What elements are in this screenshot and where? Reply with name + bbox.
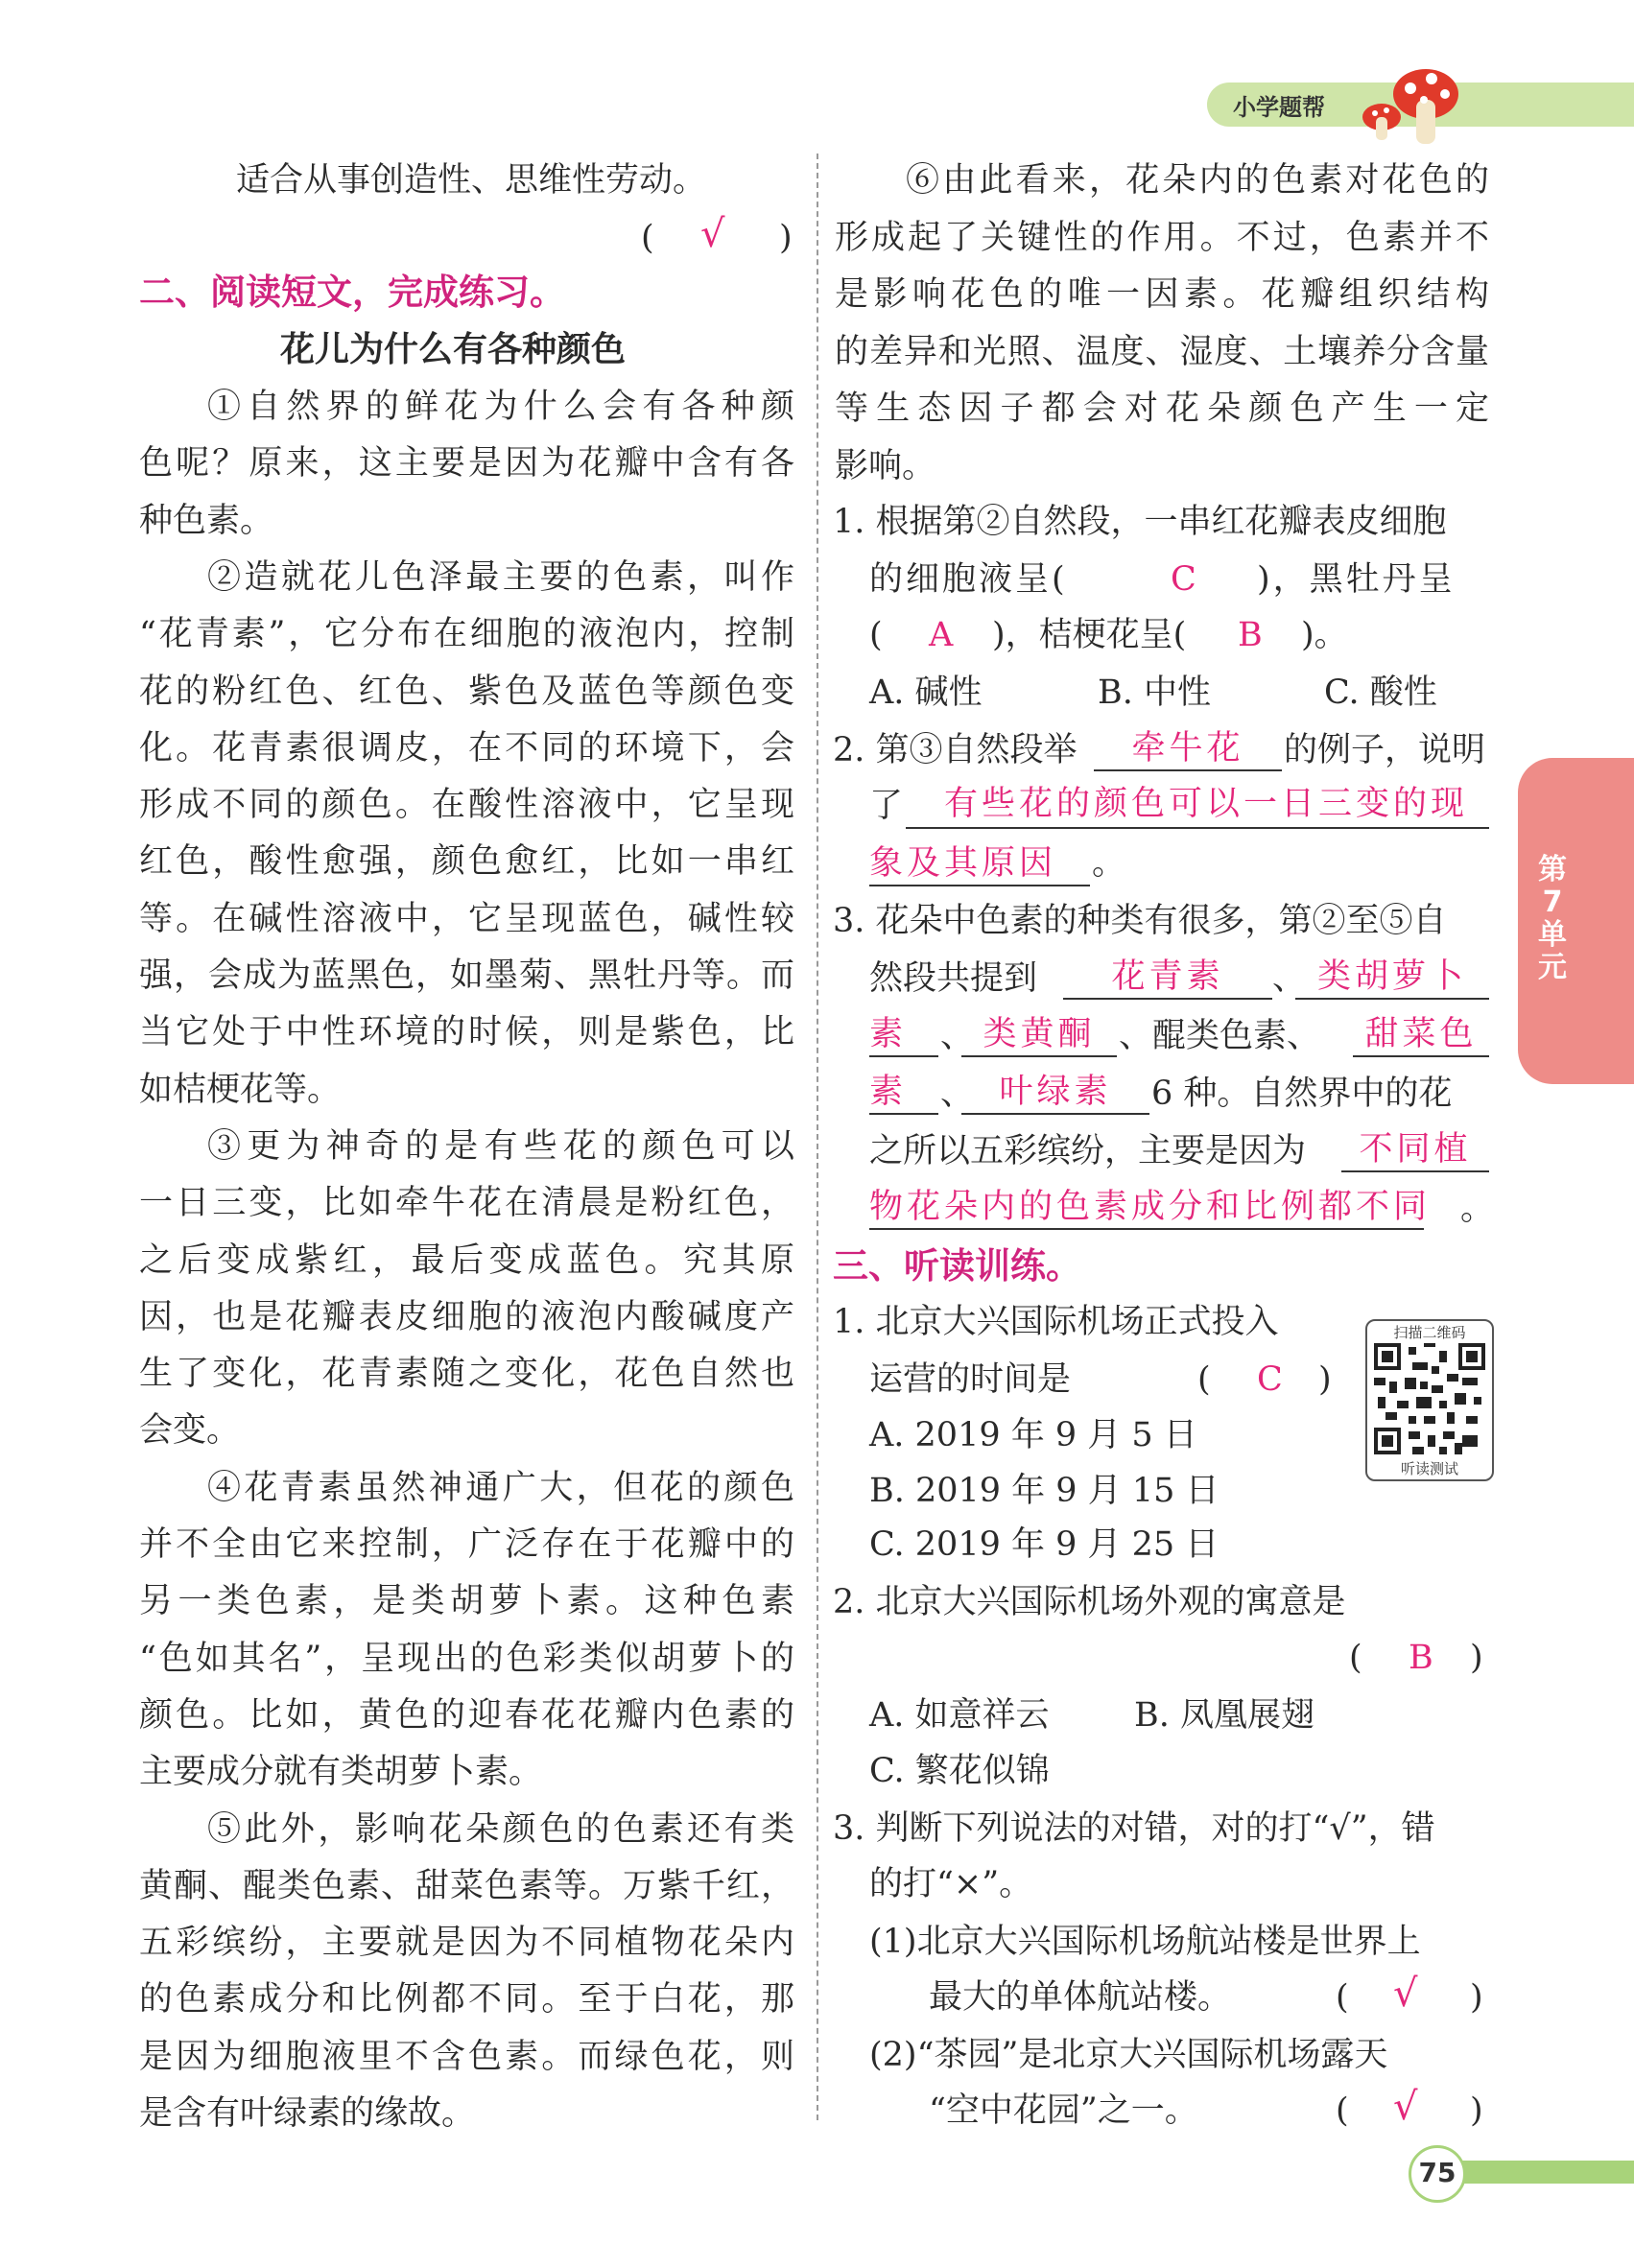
l2-open: (	[1349, 1639, 1362, 1677]
q3-answer-3: 类黄酮	[983, 1015, 1096, 1053]
q3-line6a: 之所以五彩缤纷，主要是因为	[869, 1132, 1307, 1170]
article-line: 黄酮、醌类色素、甜菜色素等。万紫千红，	[139, 1866, 794, 1905]
l3-s1b: 最大的单体航站楼。	[929, 1978, 1232, 2017]
article-line: 生了变化，花青素随之变化，花色自然也	[139, 1355, 794, 1394]
l3-s2-open: (	[1336, 2091, 1349, 2130]
q3-underline-3	[961, 1055, 1117, 1057]
l3-s2-close: )	[1470, 2091, 1483, 2130]
q3-answer-6b: 物花朵内的色素成分和比例都不同	[869, 1188, 1432, 1226]
unit-tab-label: 第7单元	[1538, 853, 1567, 984]
q3-end: 。	[1460, 1190, 1495, 1228]
carry-close: )	[779, 219, 793, 257]
paragraph-6-line: 的差异和光照、温度、湿度、土壤养分含量	[835, 332, 1489, 371]
article-line: 因，也是花瓣表皮细胞的液泡内酸碱度产	[139, 1297, 794, 1336]
article-line: 是含有叶绿素的缘故。	[139, 2094, 476, 2133]
l2-answer: B	[1409, 1639, 1433, 1677]
article-line: 花的粉红色、红色、紫色及蓝色等颜色变	[139, 672, 794, 711]
q1-line3c: )。	[1301, 616, 1348, 654]
article-line: ⑤此外，影响花朵颜色的色素还有类	[207, 1809, 794, 1849]
paragraph-6-line: 形成起了关键性的作用。不过，色素并不	[835, 218, 1489, 257]
q3-line2a: 然段共提到	[869, 959, 1038, 998]
q1-answer-1: C	[1171, 560, 1196, 599]
article-line: 强，会成为蓝黑色，如墨菊、黑牡丹等。而	[139, 957, 794, 995]
column-divider	[817, 154, 818, 2120]
l3-s2b: “空中花园”之一。	[929, 2091, 1198, 2130]
l2-option-a: A. 如意祥云	[869, 1696, 1050, 1735]
article-line: 会变。	[139, 1411, 241, 1451]
q1-option-b: B. 中性	[1098, 673, 1211, 712]
l3-s2-answer: √	[1393, 2085, 1418, 2129]
q3-underline-1	[1063, 998, 1272, 1000]
q3-sep-2: 、	[940, 1017, 975, 1055]
l3-s1-answer: √	[1393, 1972, 1418, 2016]
l3-line2: 的打“×”。	[869, 1865, 1033, 1903]
q1-line2b: )，黑牡丹呈	[1257, 560, 1456, 599]
l1-line2: 运营的时间是	[869, 1360, 1072, 1399]
article-line: 并不全由它来控制，广泛存在于花瓣中的	[139, 1525, 794, 1564]
q2-answer-2: 有些花的颜色可以一日三变的现	[944, 785, 1469, 823]
l2-close: )	[1470, 1639, 1483, 1677]
q3-sep-3: 、	[940, 1075, 975, 1113]
article-line: 如桔梗花等。	[139, 1070, 342, 1109]
paragraph-6-line: 等生态因子都会对花朵颜色产生一定	[835, 390, 1489, 428]
q3-answer-1: 花青素	[1111, 957, 1224, 996]
article-line: ②造就花儿色泽最主要的色素，叫作	[207, 557, 794, 597]
article-line: 种色素。	[139, 501, 274, 540]
article-line: “花青素”，它分布在细胞的液泡内，控制	[139, 615, 794, 654]
q3-answer-6a: 不同植	[1359, 1130, 1472, 1169]
article-line: 等。在碱性溶液中，它呈现蓝色，碱性较	[139, 899, 794, 938]
q2-answer-1: 牵牛花	[1131, 729, 1244, 768]
q2-underline-2	[906, 827, 1489, 829]
section-2-heading: 二、阅读短文，完成练习。	[139, 272, 565, 313]
q3-count: 6 种。自然界中的花	[1151, 1075, 1453, 1113]
q3-answer-4b: 素	[869, 1073, 908, 1111]
l1-answer: C	[1257, 1360, 1283, 1399]
article-line: 颜色。比如，黄色的迎春花花瓣内色素的	[139, 1695, 794, 1735]
q1-answer-2: A	[929, 616, 954, 654]
q3-line1: 3. 花朵中色素的种类有很多，第②至⑤自	[833, 902, 1447, 940]
carry-answer: √	[700, 212, 725, 256]
l3-line1: 3. 判断下列说法的对错，对的打“√”，错	[833, 1809, 1435, 1848]
q2-underline-1	[1094, 769, 1282, 771]
q1-option-a: A. 碱性	[869, 673, 983, 712]
article-line: 化。花青素很调皮，在不同的环境下，会	[139, 728, 794, 768]
l2-option-c: C. 繁花似锦	[869, 1752, 1050, 1790]
q3-underline-4b	[869, 1113, 938, 1115]
q1-option-c: C. 酸性	[1324, 673, 1437, 712]
l2-line1: 2. 北京大兴国际机场外观的寓意是	[833, 1583, 1346, 1621]
qr-top-label: 扫描二维码	[1393, 1324, 1466, 1341]
q3-answer-2a: 类胡萝卜	[1316, 957, 1467, 996]
page-number: 75	[1418, 2157, 1456, 2188]
l3-s1-open: (	[1336, 1978, 1349, 2017]
article-line: 当它处于中性环境的时候，则是紫色，比	[139, 1013, 794, 1052]
l2-option-b: B. 凤凰展翅	[1134, 1696, 1314, 1735]
l1-close: )	[1318, 1360, 1332, 1399]
article-line: ①自然界的鲜花为什么会有各种颜	[207, 388, 794, 426]
l3-s1a: (1)北京大兴国际机场航站楼是世界上	[869, 1923, 1421, 1961]
carry-line: 适合从事创造性、思维性劳动。	[236, 161, 707, 200]
paragraph-6-line: ⑥由此看来，花朵内的色素对花色的	[906, 161, 1489, 200]
qr-bottom-label: 听读测试	[1400, 1460, 1458, 1477]
paragraph-6-line: 是影响花色的唯一因素。花瓣组织结构	[835, 275, 1489, 314]
q3-underline-6a	[1341, 1170, 1489, 1172]
q3-answer-4a: 甜菜色	[1364, 1015, 1478, 1053]
article-line: 五彩缤纷，主要就是因为不同植物花朵内	[139, 1924, 794, 1963]
q1-answer-3: B	[1238, 616, 1263, 654]
l1-option-b: B. 2019 年 9 月 15 日	[869, 1472, 1220, 1510]
article-line: “色如其名”，呈现出的色彩类似胡萝卜的	[139, 1639, 794, 1678]
q1-line3b: )，桔梗花呈(	[992, 616, 1187, 654]
q2-answer-3: 象及其原因	[869, 844, 1057, 883]
article-line: 另一类色素，是类胡萝卜素。这种色素	[139, 1582, 794, 1621]
l1-open: (	[1197, 1360, 1211, 1399]
article-line: 形成不同的颜色。在酸性溶液中，它呈现	[139, 786, 794, 825]
l3-s1-close: )	[1470, 1978, 1483, 2017]
q2-line2a: 了	[869, 787, 904, 825]
l3-s2a: (2)“茶园”是北京大兴国际机场露天	[869, 2036, 1388, 2074]
qr-pattern	[1374, 1343, 1485, 1454]
article-line: 红色，酸性愈强，颜色愈红，比如一串红	[139, 842, 794, 882]
section-3-heading: 三、听读训练。	[833, 1245, 1081, 1287]
q3-underline-6b	[869, 1228, 1424, 1230]
q3-answer-5: 叶绿素	[999, 1073, 1112, 1111]
q3-answer-2b: 素	[869, 1015, 908, 1053]
carry-open: (	[641, 219, 654, 257]
q3-underline-4a	[1353, 1055, 1489, 1057]
l1-option-a: A. 2019 年 9 月 5 日	[869, 1416, 1197, 1454]
paragraph-6-line: 影响。	[835, 446, 936, 485]
q3-mid: 、醌类色素、	[1119, 1017, 1321, 1055]
article-line: 主要成分就有类胡萝卜素。	[139, 1753, 543, 1792]
q3-underline-5	[961, 1113, 1149, 1115]
q2-underline-3	[869, 885, 1090, 886]
q1-line1: 1. 根据第②自然段，一串红花瓣表皮细胞	[833, 503, 1447, 541]
article-title: 花儿为什么有各种颜色	[280, 330, 627, 369]
article-line: 的色素成分和比例都不同。至于白花，那	[139, 1980, 794, 2020]
article-line: 一日三变，比如牵牛花在清晨是粉红色，	[139, 1184, 794, 1223]
q2-line1b: 的例子，说明	[1284, 731, 1486, 769]
footer-bar	[1437, 2161, 1634, 2184]
l1-line1: 1. 北京大兴国际机场正式投入	[833, 1303, 1279, 1341]
q2-line1a: 2. 第③自然段举	[833, 731, 1077, 769]
article-line: 色呢？原来，这主要是因为花瓣中含有各	[139, 444, 794, 484]
q1-line3a: (	[869, 616, 883, 654]
q3-underline-2b	[869, 1055, 938, 1057]
article-line: 之后变成紫红，最后变成蓝色。究其原	[139, 1240, 794, 1280]
article-line: 是因为细胞液里不含色素。而绿色花，则	[139, 2037, 794, 2076]
mushroom-icon	[1361, 58, 1466, 149]
q2-line3b: 。	[1092, 844, 1126, 883]
article-line: ③更为神奇的是有些花的颜色可以	[207, 1126, 794, 1166]
q3-sep-1: 、	[1272, 959, 1307, 998]
l1-option-c: C. 2019 年 9 月 25 日	[869, 1525, 1220, 1564]
brand-label: 小学题帮	[1233, 94, 1325, 121]
q3-underline-2a	[1295, 998, 1489, 1000]
q1-line2a: 的细胞液呈(	[869, 560, 1068, 599]
article-line: ④花青素虽然神通广大，但花的颜色	[207, 1468, 794, 1507]
